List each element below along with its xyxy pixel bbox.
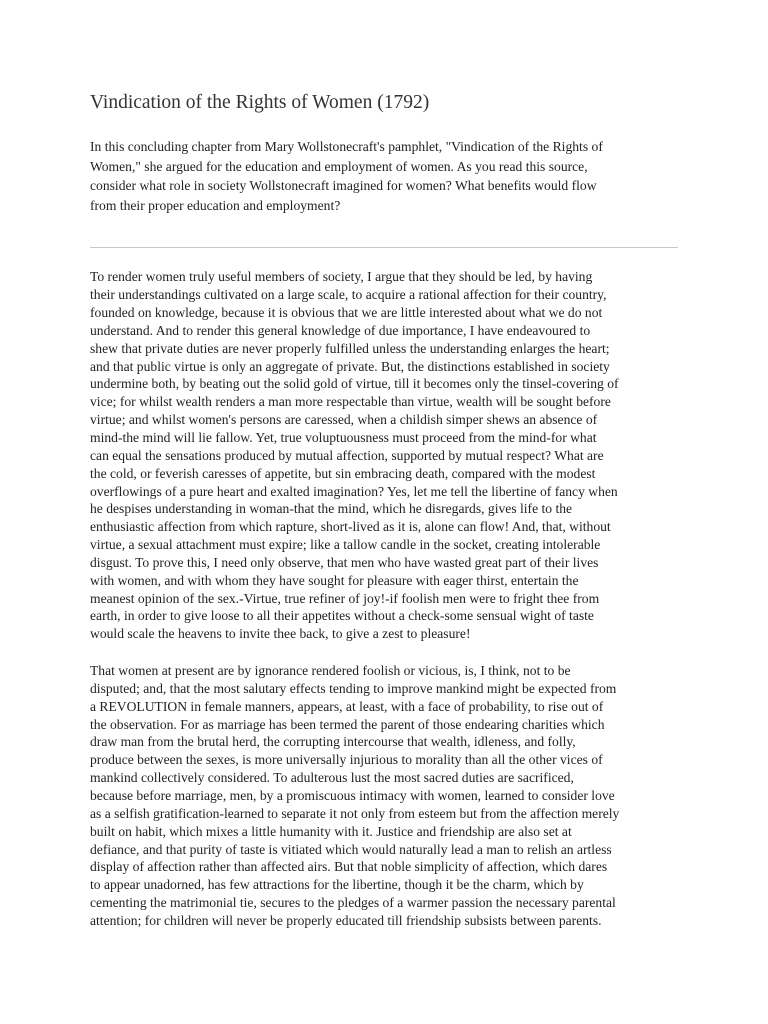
body-paragraph-2: That women at present are by ignorance rendered foolish or vicious, is, I think, not to be disputed; and, that the most salutary effects tending to improve mankind might be expected from a REVOLUTION in female manners, appears, at least, with a face of probability, to rise out of the observation. For as marriage has been termed the parent of those endearing charities which draw man from the brutal herd, the corrupting intercourse that wealth, idleness, and folly, produce between the sexes, is more universally injurious to morality than all the other vices of mankind collectively considered. To adulterous lust the most sacred duties are sacrificed, because before marriage, men, by a promiscuous intimacy with women, learned to consider love as a selfish gratification-learned to separate it not only from esteem but from the affection merely built on habit, which mixes a little humanity with it. Justice and friendship are also set at defiance, and that purity of taste is vitiated which would naturally lead a man to relish an artless display of affection rather than affected airs. But that noble simplicity of affection, which dares to appear unadorned, has few attractions for the libertine, though it be the charm, which by cementing the matrimonial tie, secures to the pledges of a warmer passion the necessary parental attention; for children will never be properly educated till friendship subsists between parents. [90,663,620,928]
body-paragraph-1: To render women truly useful members of society, I argue that they should be led, by having their understandings cultivated on a large scale, to acquire a rational affection for their country, founded on knowledge, because it is obvious that we are little interested about what we do not understand. And to render this general knowledge of due importance, I have endeavoured to shew that private duties are never properly fulfilled unless the understanding enlarges the heart; and that public virtue is only an aggregate of private. But, the distinctions established in society undermine both, by beating out the solid gold of virtue, till it becomes only the tinsel-covering of vice; for whilst wealth renders a man more respectable than virtue, wealth will be sought before virtue; and whilst women's persons are caressed, when a childish simper shews an absence of mind-the mind will lie fallow. Yet, true voluptuousness must proceed from the mind-for what can equal the sensations produced by mutual affection, supported by mutual respect? What are the cold, or feverish caresses of appetite, but sin embracing death, compared with the modest overflowings of a pure heart and exalted imagination? Yes, let me tell the libertine of fancy when he despises understanding in woman-that the mind, which he disregards, gives life to the enthusiastic affection from which rapture, short-lived as it is, alone can flow! And, that, without virtue, a sexual attachment must expire; like a tallow candle in the socket, creating intolerable disgust. To prove this, I need only observe, that men who have wasted great part of their lives with women, and with whom they have sought for pleasure with eager thirst, entertain the meanest opinion of the sex.-Virtue, true refiner of joy!-if foolish men were to fright thee from earth, in order to give loose to all their appetites without a check-some sensual wight of taste would scale the heavens to invite thee back, to give a zest to pleasure! [90,269,619,642]
section-divider [90,247,678,248]
document-page [90,88,678,949]
intro-paragraph: In this concluding chapter from Mary Wollstonecraft's pamphlet, "Vindication of the Rights of Women," she argued for the education and employment of women. As you read this source, consider what role in society Wollstonecraft imagined for women? What benefits would flow from their proper education and employment? [90,139,603,213]
page-title: Vindication of the Rights of Women (1792) [90,92,430,113]
